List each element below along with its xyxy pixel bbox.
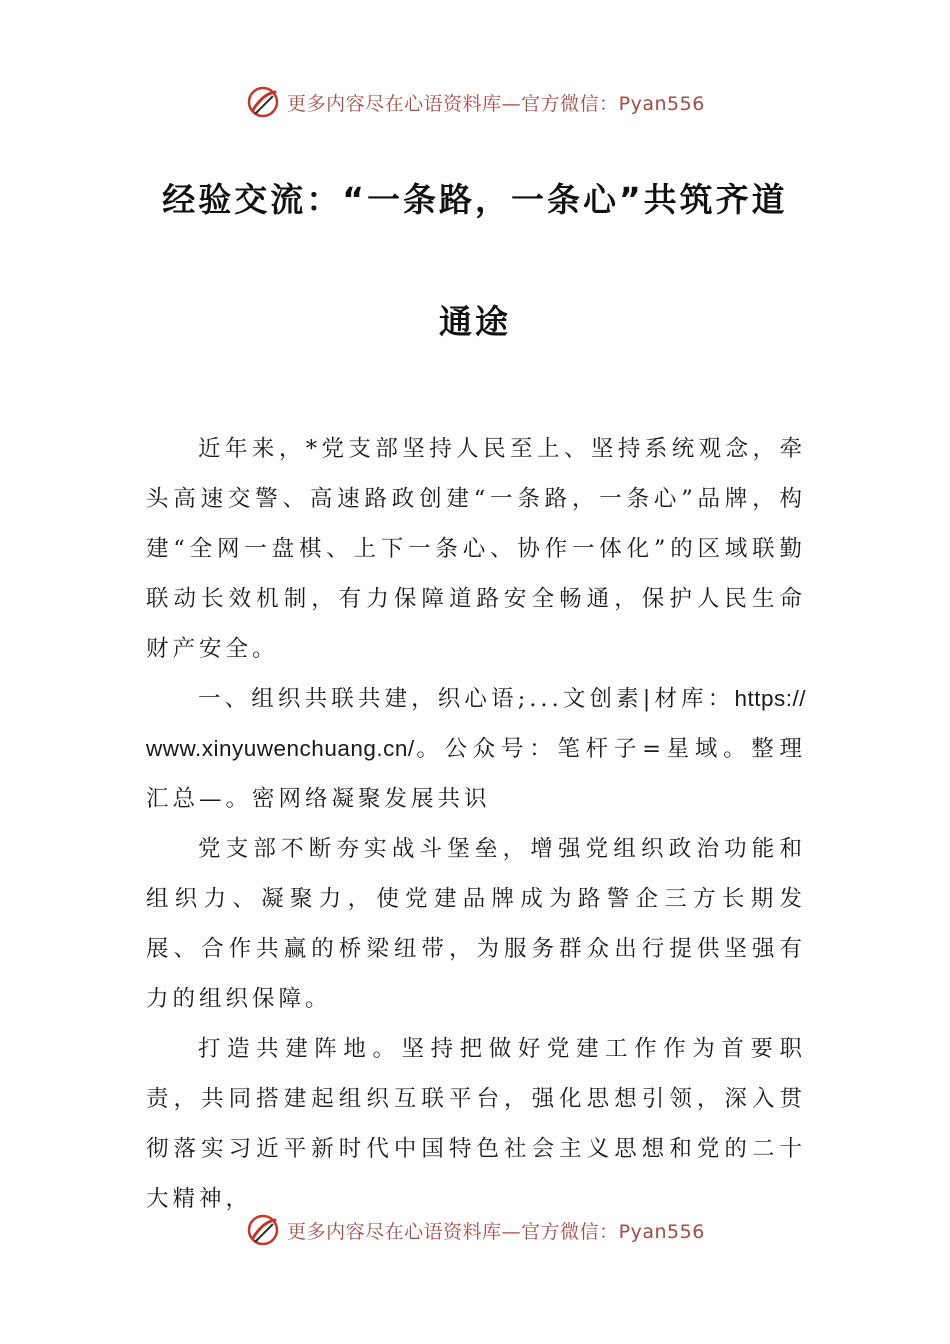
footer-wechat-handle: Pyan556: [618, 1220, 705, 1243]
paragraph-build-base: 打造共建阵地。坚持把做好党建工作作为首要职责，共同搭建起组织互联平台，强化思想引领，深入贯彻落实习近平新时代中国特色社会主义思想和党的二十大精神，: [146, 1036, 806, 1212]
paragraph-organization: 党支部不断夯实战斗堡垒，增强党组织政治功能和组织力、凝聚力，使党建品牌成为路警企三方长期发展、合作共赢的桥梁纽带，为服务群众出行提供坚强有力的组织保障。: [146, 836, 806, 1012]
header-wechat-handle: Pyan556: [618, 92, 705, 115]
footer-banner-text: 更多内容尽在心语资料库—官方微信：Pyan556: [287, 1220, 705, 1243]
document-title-line1: 经验交流：“一条路，一条心”共筑齐道: [162, 180, 788, 219]
paragraph-section-heading: 一、组织共联共建，织心语;...文创素|材库：https://www.xinyuwenchuang.cn/。公众号：笔杆子=星域。整理汇总—。密网络凝聚发展共识: [146, 686, 806, 812]
document-body: [146, 424, 806, 1224]
paragraph-intro: 近年来，*党支部坚持人民至上、坚持系统观念，牵头高速交警、高速路政创建“一条路，一条心”品牌，构建“全网一盘棋、上下一条心、协作一体化”的区域联勤联动长效机制，有力保障道路安全畅通，保护人民生命财产安全。: [146, 436, 806, 662]
header-banner-text: 更多内容尽在心语资料库—官方微信：Pyan556: [287, 92, 705, 115]
document-title-line2: 通途: [439, 302, 511, 341]
footer-banner: [0, 1210, 950, 1250]
source-url: https://www.xinyuwenchuang.cn/: [146, 686, 806, 761]
pen-logo-icon: [245, 84, 281, 120]
pen-logo-icon: [245, 1212, 281, 1248]
header-banner: [0, 82, 950, 122]
